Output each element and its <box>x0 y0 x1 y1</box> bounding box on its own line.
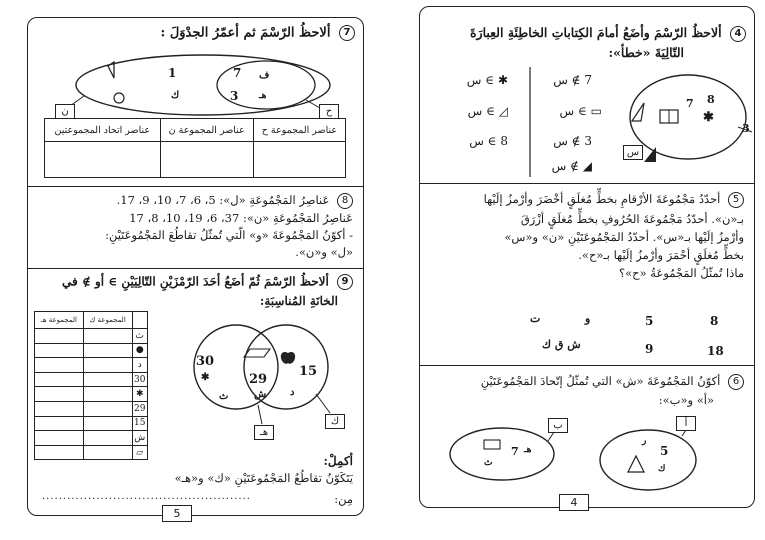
exercise-8 <box>28 186 363 259</box>
right-item-3: 3 ∌ س <box>553 134 592 148</box>
row-label: 15 <box>132 416 147 431</box>
answer-cell[interactable] <box>83 329 132 344</box>
set-h-element-2: ف <box>259 70 270 81</box>
row-label: ● <box>132 343 147 358</box>
venn-element-star: ✱ <box>201 372 210 383</box>
row-label: 29 <box>132 401 147 416</box>
ex8-line-2: عَناصِرُ المَجْمُوعَةِ «ن»: 37، 6، 19، 10، 8، 17 <box>129 211 353 225</box>
venn-h-label: هـ <box>254 425 274 440</box>
ex5-line-2: بـ«ن». أحدّدُ مَجْمُوعَةَ الحُرُوفِ بخطٍّ مُغلَقٍ أزْرَقَ <box>520 212 744 226</box>
triangle-icon <box>632 103 644 121</box>
exercise-number-8: 8 <box>337 193 353 209</box>
label-a: أ <box>676 416 696 431</box>
answer-cell[interactable] <box>35 343 84 358</box>
header-union: عناصر اتحاد المجموعتين <box>45 119 161 142</box>
exercise-6 <box>420 365 754 508</box>
ex5-item-5: 5 <box>645 314 654 328</box>
exercise-number-6: 6 <box>728 374 744 390</box>
set-b-element-3: ث <box>484 458 493 468</box>
row-label: ث <box>132 329 147 344</box>
answer-cell[interactable] <box>83 401 132 416</box>
venn-element-sh: ش <box>254 389 267 400</box>
answer-cell[interactable] <box>35 372 84 387</box>
venn-element-th: ث <box>219 391 229 402</box>
ex5-line-3: وأرْمزُ إلَيْها بـ«س». أحدّدُ المَجْمُوعَتَيْنِ «ن» و«س» <box>504 230 744 244</box>
exercise-5 <box>420 183 754 358</box>
apple-icon <box>278 347 298 367</box>
row-label: ✱ <box>132 387 147 402</box>
header-set-h: عناصر المجموعة ح <box>253 119 345 142</box>
exercise-7-title: ألاحظُ الرّسْمَ ثم أعمّرُ الجدْوَلَ : <box>160 25 331 41</box>
set-b-element-2: هـ <box>524 445 532 455</box>
row-label: ش <box>132 431 147 446</box>
answer-cell[interactable] <box>35 401 84 416</box>
set-n-element-2: ك <box>171 90 180 101</box>
exercise-number-4: 4 <box>730 26 746 42</box>
venn-k-label: ك <box>325 414 345 429</box>
answer-cell[interactable] <box>83 358 132 373</box>
answer-cell[interactable] <box>35 416 84 431</box>
venn-element-15: 15 <box>299 364 318 379</box>
ex6-line-1: أكوّنُ المَجْمُوعَةَ «ش» التي تُمثّلُ إتّحادَ المَجْمُوعَتَيْنِ <box>480 374 721 388</box>
answer-cell[interactable] <box>83 372 132 387</box>
set-h-element-3: 3 <box>230 89 239 103</box>
right-item-2: ▭ ∋ س <box>559 104 602 118</box>
ex5-line-5: ماذا تُمثّلُ المَجْمُوعَةُ «ح»؟ <box>619 266 744 280</box>
ex8-line-3: - أكوّنُ المَجْمُوعَةَ «و» الّتي تُمثّلُ تقاطُعَ المَجْمُوعَتَيْنِ: <box>105 228 353 242</box>
rectangle-icon <box>484 440 500 449</box>
left-item-2: ◿ ∋ س <box>467 104 508 118</box>
left-item-3: 8 ∋ س <box>469 134 508 148</box>
exercise-number-9: 9 <box>337 274 353 290</box>
left-item-1: ✱ ∋ س <box>466 73 508 87</box>
ex5-line-4: بخطٍّ مُغلَقٍ أحْمَرَ وأرْمزُ إلَيْها بـ«ح». <box>578 248 744 262</box>
page-number-5: 5 <box>162 505 192 522</box>
complete-title: أكمِلْ: <box>323 454 353 468</box>
answer-cell[interactable] <box>83 445 132 460</box>
header-set-n: عناصر المجموعة ن <box>160 119 253 142</box>
ex5-item-18: 18 <box>707 344 724 358</box>
answer-cell[interactable] <box>35 329 84 344</box>
set-a-element-1: 5 <box>660 444 669 458</box>
ex9-title: ألاحظُ الرّسْمَ ثُمّ أضَعُ أحَدَ الرّمْزَيْنِ التّالِيَيْنِ ∋ أو ∌ في <box>62 274 329 289</box>
ex5-item-8: 8 <box>710 314 719 328</box>
answer-cell[interactable] <box>83 387 132 402</box>
ex5-line-1: أحدّدُ مَجْمُوعَةَ الأرْقامِ بخطٍّ مُغلَقٍ أخْضَرَ وأرْمزُ إلَيْها <box>483 192 721 206</box>
venn-element-star: ✱ <box>703 110 714 125</box>
ex6-line-2: «أ» و«ب»: <box>658 393 714 407</box>
answer-cell-union[interactable] <box>45 142 161 178</box>
ex8-line-4: «ل» و«ن». <box>295 245 353 259</box>
venn-element-29: 29 <box>249 372 268 387</box>
set-n-label: ن <box>55 104 75 119</box>
from-label: مِن: <box>334 492 353 506</box>
ex5-item-ta: ت <box>530 312 541 325</box>
ex5-item-9: 9 <box>645 342 654 356</box>
ex8-line-1: عَناصِرُ المَجْمُوعَةِ «ل»: 5، 6، 7، 10، 9، 17. <box>116 193 330 207</box>
page-4 <box>419 6 755 508</box>
venn-element-d: د <box>290 387 295 398</box>
page-5 <box>27 17 364 516</box>
triangle-icon <box>628 456 644 472</box>
row-label: 30 <box>132 372 147 387</box>
set-n-element-1: 1 <box>168 66 177 80</box>
set-a-element-2: ر <box>642 436 647 446</box>
set-h-element-1: 7 <box>233 66 242 80</box>
venn-element-3: 3 <box>742 122 750 135</box>
venn-element-8: 8 <box>707 93 715 106</box>
answer-cell-n[interactable] <box>160 142 253 178</box>
answer-cell[interactable] <box>35 358 84 373</box>
circle-icon <box>114 93 124 103</box>
exercise-number-5: 5 <box>728 192 744 208</box>
answer-cell[interactable] <box>83 343 132 358</box>
row-label: د <box>132 358 147 373</box>
answer-cell[interactable] <box>83 416 132 431</box>
exercise-number-7: 7 <box>339 25 355 41</box>
label-b: ب <box>548 418 568 433</box>
set-h-element-4: هـ <box>259 91 267 101</box>
answer-cell[interactable] <box>35 445 84 460</box>
ex4-title: ألاحظُ الرّسْمَ وأضَعُ أمامَ الكِتاباتِ الخاطِئَةِ العِبارَةَ <box>469 25 722 40</box>
answer-cell[interactable] <box>35 431 84 446</box>
answer-cell[interactable] <box>35 387 84 402</box>
row-label: ▱ <box>132 445 147 460</box>
ex9-table <box>34 311 148 460</box>
ex9-subtitle: الخانَةِ المُناسِبَةِ: <box>259 294 338 308</box>
right-item-4: ◢ ∌ س <box>551 159 592 173</box>
set-h-label: ح <box>319 104 339 119</box>
ex7-venn-diagram <box>28 18 363 128</box>
venn-element-30: 30 <box>196 354 215 369</box>
page-number-4: 4 <box>559 494 589 511</box>
set-b-element-1: 7 <box>511 445 519 458</box>
col-set-h: المجموعة هـ <box>35 312 84 329</box>
right-item-1: 7 ∌ س <box>553 73 592 87</box>
venn-s-label: س <box>623 145 643 160</box>
set-a-element-3: ك <box>658 464 666 474</box>
ex7-table <box>44 118 346 178</box>
complete-line: يَتَكَوّنُ تقاطُعُ المَجْمُوعَتَيْنِ «ك» و«هـ» <box>174 471 353 485</box>
col-set-k: المجموعة ك <box>83 312 132 329</box>
ex4-diagram <box>420 7 754 182</box>
ex5-item-letters: ش ق ك <box>542 338 581 351</box>
exercise-9 <box>28 268 363 516</box>
answer-dots[interactable]: .................................................. <box>42 491 251 502</box>
venn-element-7: 7 <box>686 97 694 110</box>
ex5-item-waw: و <box>585 312 591 325</box>
ex4-title-2: التّالِيَةَ «خطأ»: <box>608 45 684 60</box>
ex6-diagram <box>420 406 754 506</box>
answer-cell[interactable] <box>83 431 132 446</box>
answer-cell-h[interactable] <box>253 142 345 178</box>
